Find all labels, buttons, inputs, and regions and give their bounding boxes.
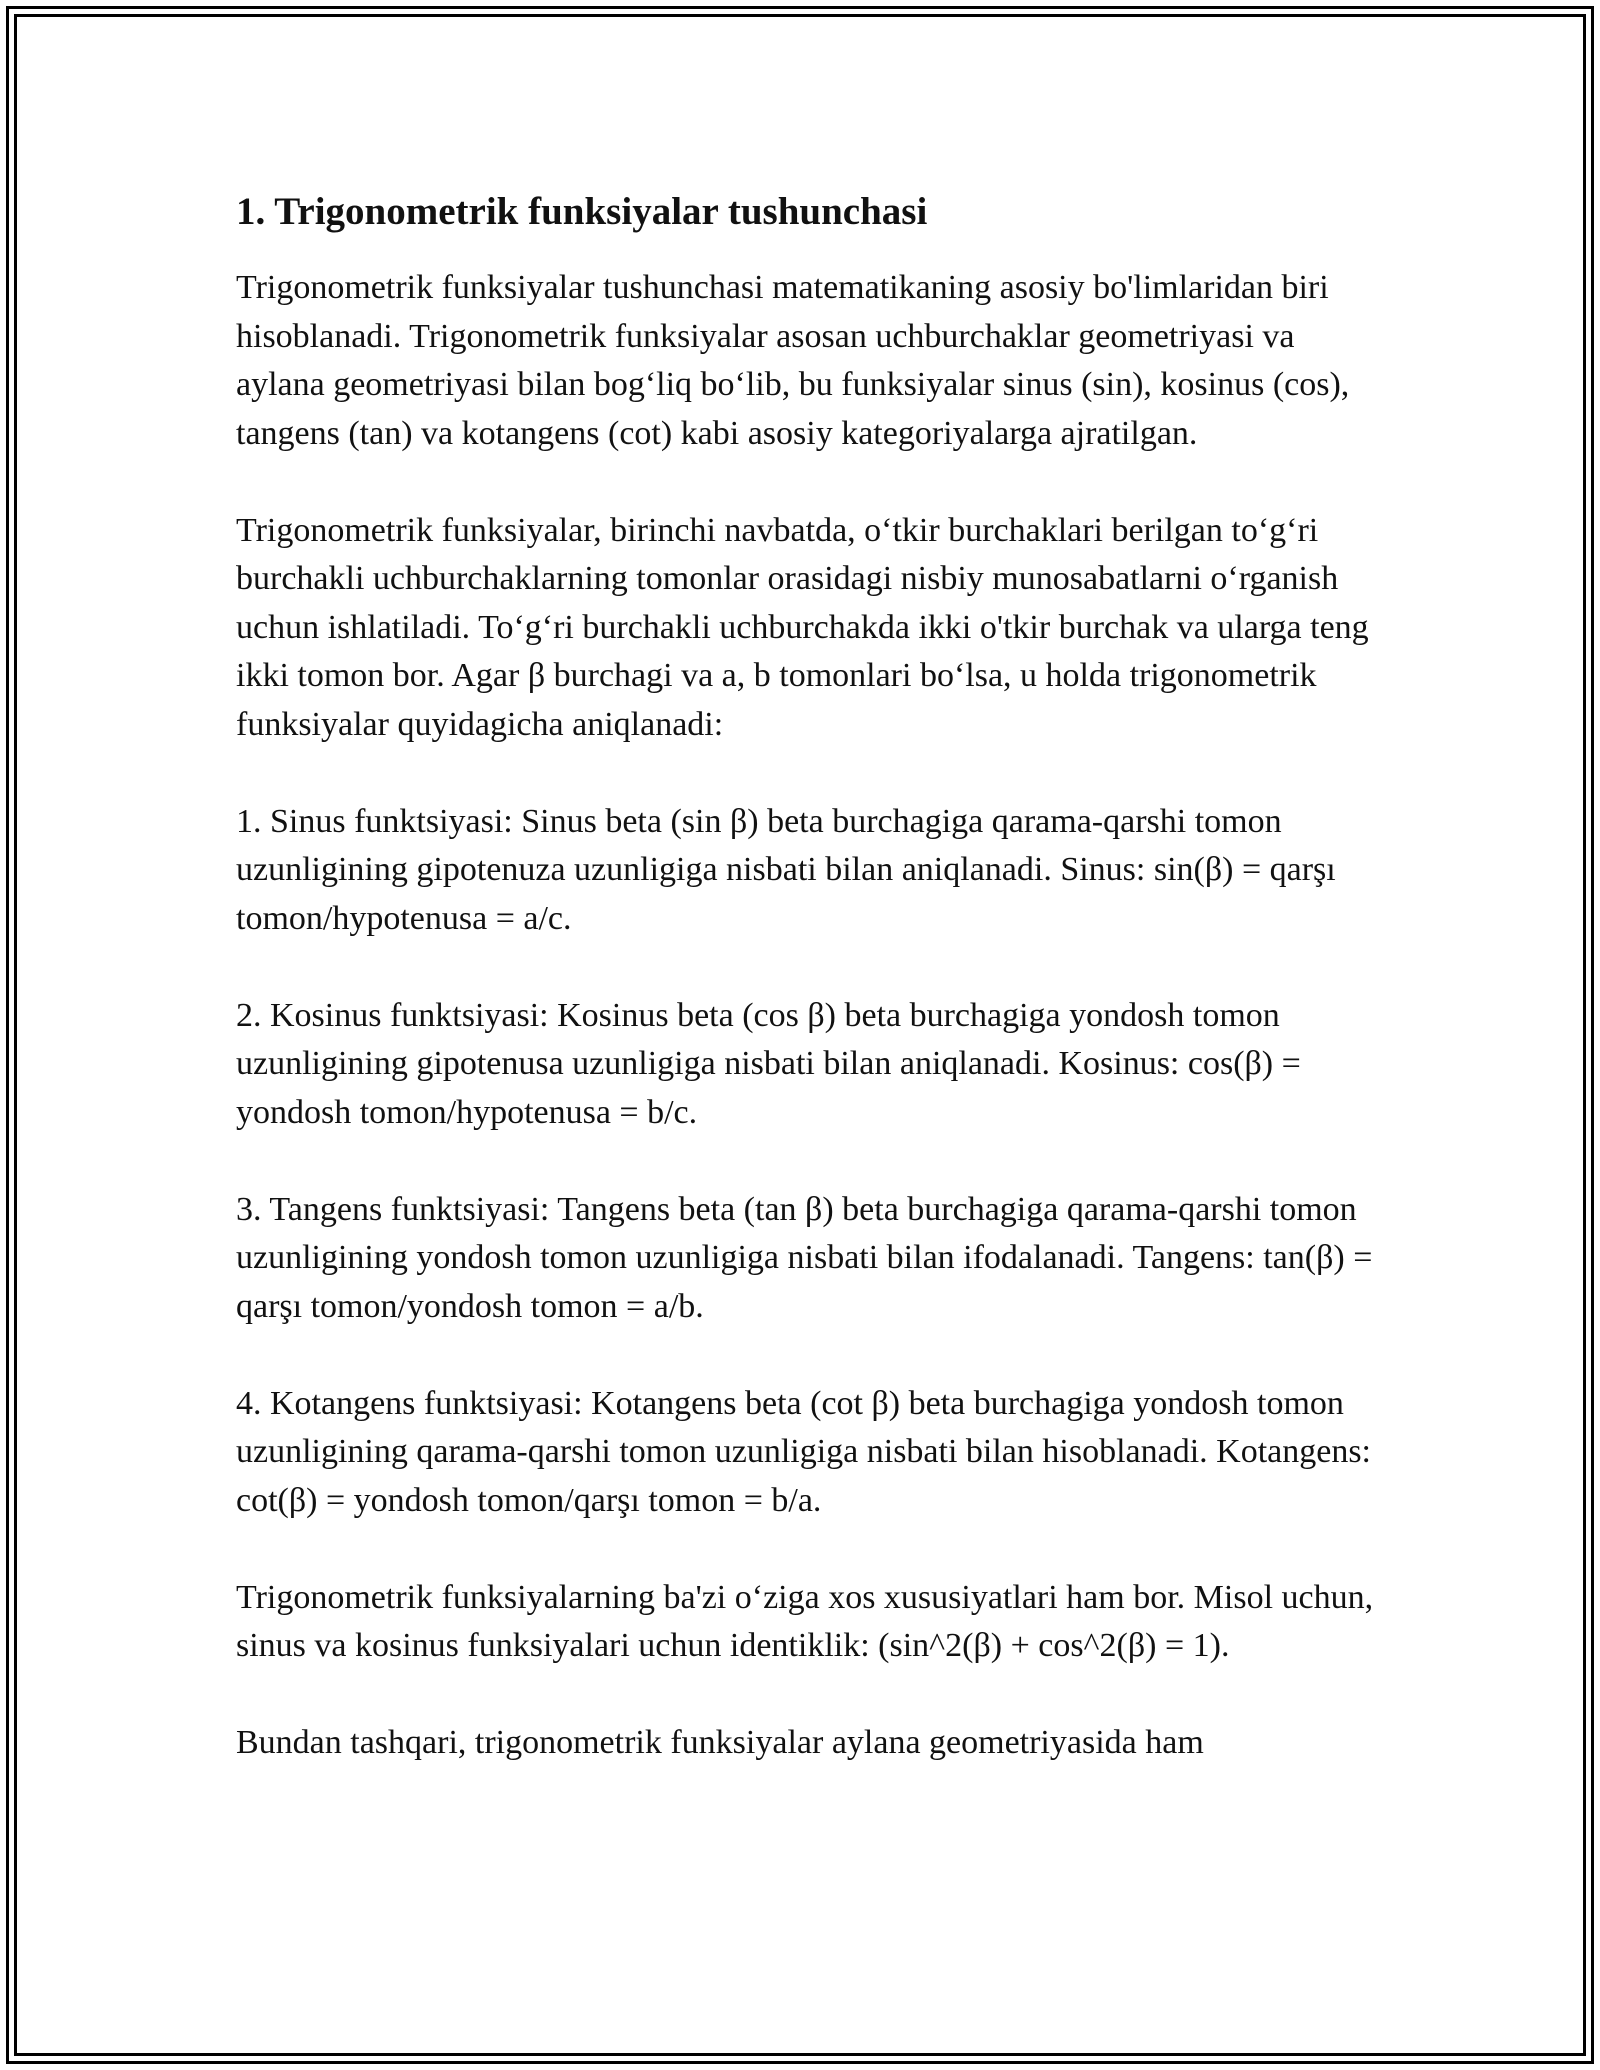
paragraph-circle-geometry: Bundan tashqari, trigonometrik funksiyalar aylana geometriyasida ham [236, 1724, 1204, 1761]
section-heading: 1. Trigonometrik funksiyalar tushunchasi [236, 190, 928, 233]
paragraph-sinus: 1. Sinus funktsiyasi: Sinus beta (sin β) beta burchagiga qarama-qarshi tomon uzunligining gipotenuza uzunligiga nisbati bilan aniqlanadi. Sinus: sin(β) = qarşı tomon/hypotenusa = a/c. [236, 802, 1336, 937]
paragraph-intro: Trigonometrik funksiyalar tushunchasi matematikaning asosiy bo'limlaridan biri hisoblanadi. Trigonometrik funksiyalar asosan uchburchaklar geometriyasi va aylana geometriyasi bilan bog‘liq bo‘lib, bu funksiyalar sinus (sin), kosinus (cos), tangens (tan) va kotangens (cot) kabi asosiy kategoriyalarga ajratilgan. [236, 269, 1350, 452]
paragraph-kosinus: 2. Kosinus funktsiyasi: Kosinus beta (cos β) beta burchagiga yondosh tomon uzunligining gipotenusa uzunligiga nisbati bilan aniqlanadi. Kosinus: cos(β) = yondosh tomon/hypotenusa = b/c. [236, 996, 1301, 1131]
paragraph-right-triangle: Trigonometrik funksiyalar, birinchi navbatda, o‘tkir burchaklari berilgan to‘g‘ri burchakli uchburchaklarning tomonlar orasidagi nisbiy munosabatlarni o‘rganish uchun ishlatiladi. To‘g‘ri burchakli uchburchakda ikki o'tkir burchak va ularga teng ikki tomon bor. Agar β burchagi va a, b tomonlari bo‘lsa, u holda trigonometrik funksiyalar quyidagicha aniqlanadi: [236, 511, 1369, 743]
paragraph-kotangens: 4. Kotangens funktsiyasi: Kotangens beta (cot β) beta burchagiga yondosh tomon uzunligining qarama-qarshi tomon uzunligiga nisbati bilan hisoblanadi. Kotangens: cot(β) = yondosh tomon/qarşı tomon = b/a. [236, 1384, 1371, 1519]
paragraph-tangens: 3. Tangens funktsiyasi: Tangens beta (tan β) beta burchagiga qarama-qarshi tomon uzunligining yondosh tomon uzunligiga nisbati bilan ifodalanadi. Tangens: tan(β) = qarşı tomon/yondosh tomon = a/b. [236, 1190, 1373, 1325]
paragraph-identity: Trigonometrik funksiyalarning ba'zi o‘ziga xos xususiyatlari ham bor. Misol uchun, sinus va kosinus funksiyalari uchun identiklik: (sin^2(β) + cos^2(β) = 1). [236, 1578, 1374, 1664]
document-body [236, 188, 1386, 1768]
